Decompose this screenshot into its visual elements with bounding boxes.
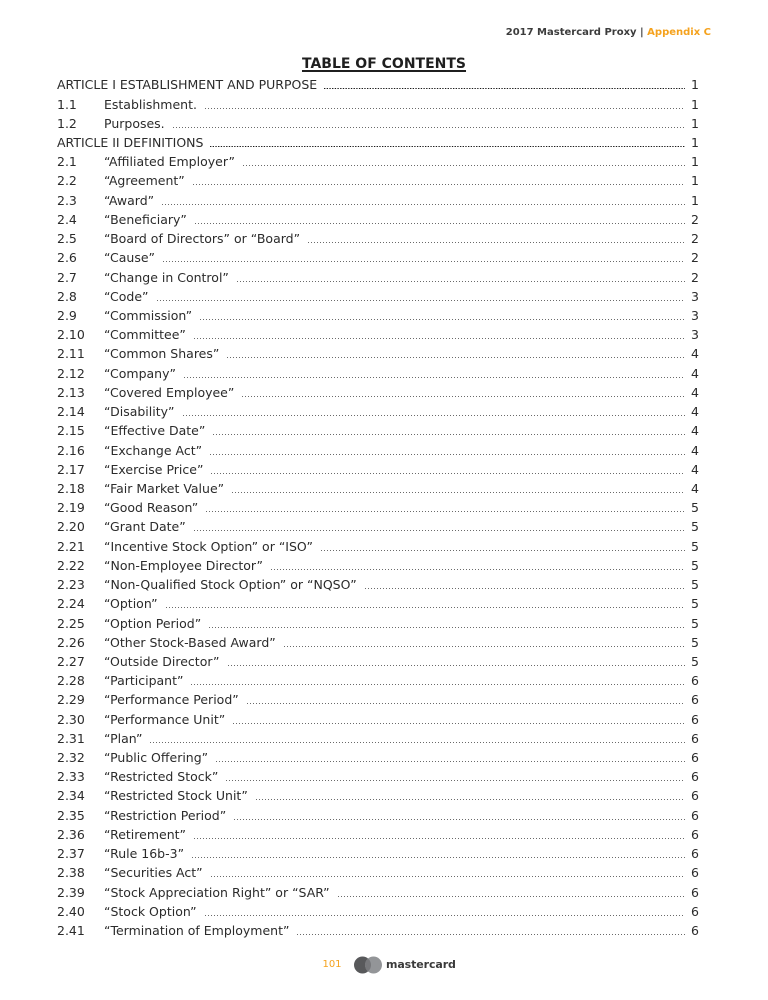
toc-article-row bbox=[57, 133, 699, 152]
toc-page-number: 5 bbox=[691, 519, 699, 535]
toc-dot-leader bbox=[324, 88, 685, 90]
toc-section-number: 2.30 bbox=[57, 711, 85, 727]
toc-dot-leader bbox=[163, 261, 685, 262]
toc-dot-leader bbox=[206, 511, 685, 512]
toc-section-number: 2.33 bbox=[57, 769, 85, 785]
toc-dot-leader bbox=[211, 876, 685, 877]
toc-section-row bbox=[57, 902, 699, 921]
toc-article-row bbox=[57, 75, 699, 94]
toc-dot-leader bbox=[184, 377, 685, 378]
toc-section-title: “Exercise Price” bbox=[104, 461, 204, 477]
toc-page-number: 1 bbox=[691, 77, 699, 93]
toc-section-number: 2.11 bbox=[57, 346, 85, 362]
toc-dot-leader bbox=[209, 627, 685, 628]
mastercard-logo-icon bbox=[353, 956, 383, 974]
toc-dot-leader bbox=[308, 242, 685, 243]
toc-section-title: “Performance Unit” bbox=[104, 711, 226, 727]
toc-section-number: 2.12 bbox=[57, 365, 85, 381]
toc-page-number: 5 bbox=[691, 634, 699, 650]
toc-page-number: 5 bbox=[691, 653, 699, 669]
toc-page-number: 6 bbox=[691, 846, 699, 862]
toc-dot-leader bbox=[297, 934, 685, 935]
toc-page-number: 6 bbox=[691, 884, 699, 900]
toc-section-title: “Common Shares” bbox=[104, 346, 220, 362]
toc-section-title: “Option” bbox=[104, 596, 158, 612]
toc-page-number: 5 bbox=[691, 538, 699, 554]
toc-section-number: 2.14 bbox=[57, 404, 85, 420]
toc-dot-leader bbox=[205, 915, 685, 916]
toc-section-title: “Non-Employee Director” bbox=[104, 557, 264, 573]
toc-page-number: 6 bbox=[691, 788, 699, 804]
toc-section-row bbox=[57, 556, 699, 575]
toc-page-number: 6 bbox=[691, 730, 699, 746]
toc-section-number: 2.1 bbox=[57, 154, 77, 170]
toc-section-number: 2.22 bbox=[57, 557, 85, 573]
toc-section-title: Establishment. bbox=[104, 96, 197, 112]
toc-section-title: “Code” bbox=[104, 288, 149, 304]
toc-section-title: “Change in Control” bbox=[104, 269, 229, 285]
toc-section-title: “Exchange Act” bbox=[104, 442, 203, 458]
toc-section-title: “Cause” bbox=[104, 250, 156, 266]
toc-section-title: “Participant” bbox=[104, 673, 184, 689]
toc-section-title: “Fair Market Value” bbox=[104, 480, 225, 496]
toc-section-row bbox=[57, 844, 699, 863]
toc-section-row bbox=[57, 364, 699, 383]
toc-section-title: “Termination of Employment” bbox=[104, 923, 290, 939]
toc-page-number: 5 bbox=[691, 615, 699, 631]
toc-section-title: “Restricted Stock” bbox=[104, 769, 219, 785]
toc-dot-leader bbox=[284, 646, 685, 647]
toc-section-number: 2.9 bbox=[57, 308, 77, 324]
toc-section-row bbox=[57, 191, 699, 210]
toc-section-row bbox=[57, 421, 699, 440]
toc-dot-leader bbox=[157, 300, 685, 301]
toc-section-row bbox=[57, 383, 699, 402]
toc-section-row bbox=[57, 671, 699, 690]
toc-dot-leader bbox=[210, 146, 685, 148]
toc-section-title: “Retirement” bbox=[104, 826, 187, 842]
toc-section-row bbox=[57, 748, 699, 767]
toc-section-row bbox=[57, 729, 699, 748]
toc-section-row bbox=[57, 710, 699, 729]
toc-section-row bbox=[57, 114, 699, 133]
toc-section-row bbox=[57, 248, 699, 267]
toc-page-number: 4 bbox=[691, 423, 699, 439]
toc-section-title: “Beneficiary” bbox=[104, 211, 187, 227]
toc-section-row bbox=[57, 863, 699, 882]
toc-section-row bbox=[57, 460, 699, 479]
toc-page-number: 5 bbox=[691, 596, 699, 612]
toc-section-row bbox=[57, 95, 699, 114]
toc-page-number: 1 bbox=[691, 173, 699, 189]
toc-page-number: 6 bbox=[691, 807, 699, 823]
toc-section-number: 2.7 bbox=[57, 269, 77, 285]
toc-dot-leader bbox=[338, 896, 685, 897]
toc-section-row bbox=[57, 806, 699, 825]
toc-page-number: 6 bbox=[691, 865, 699, 881]
toc-section-title: “Stock Appreciation Right” or “SAR” bbox=[104, 884, 330, 900]
toc-dot-leader bbox=[232, 492, 685, 493]
toc-section-number: 2.17 bbox=[57, 461, 85, 477]
toc-dot-leader bbox=[150, 742, 685, 743]
toc-section-title: “Board of Directors” or “Board” bbox=[104, 231, 301, 247]
toc-section-number: 2.37 bbox=[57, 846, 85, 862]
toc-section-number: 2.38 bbox=[57, 865, 85, 881]
toc-page-number: 6 bbox=[691, 826, 699, 842]
toc-section-title: “Other Stock-Based Award” bbox=[104, 634, 276, 650]
toc-section-row bbox=[57, 537, 699, 556]
toc-page-number: 3 bbox=[691, 308, 699, 324]
toc-dot-leader bbox=[233, 723, 685, 724]
toc-page-number: 6 bbox=[691, 769, 699, 785]
toc-dot-leader bbox=[195, 223, 685, 224]
toc-dot-leader bbox=[234, 819, 685, 820]
footer-page-number: 101 bbox=[322, 959, 342, 970]
toc-dot-leader bbox=[192, 857, 685, 858]
toc-section-title: “Committee” bbox=[104, 327, 186, 343]
toc-section-number: 1.2 bbox=[57, 115, 77, 131]
toc-section-title: “Grant Date” bbox=[104, 519, 186, 535]
toc-section-title: “Public Offering” bbox=[104, 750, 209, 766]
toc-page-number: 1 bbox=[691, 154, 699, 170]
header-separator: | bbox=[640, 27, 644, 38]
toc-section-title: “Covered Employee” bbox=[104, 384, 235, 400]
toc-section-row bbox=[57, 690, 699, 709]
toc-page-number: 6 bbox=[691, 673, 699, 689]
page-title bbox=[0, 55, 768, 73]
toc-page-number: 4 bbox=[691, 442, 699, 458]
toc-section-row bbox=[57, 402, 699, 421]
toc-section-row bbox=[57, 479, 699, 498]
toc-section-title: “Performance Period” bbox=[104, 692, 239, 708]
toc-section-number: 2.13 bbox=[57, 384, 85, 400]
toc-dot-leader bbox=[226, 780, 685, 781]
toc-page-number: 6 bbox=[691, 692, 699, 708]
toc-dot-leader bbox=[194, 838, 685, 839]
toc-page-number: 5 bbox=[691, 557, 699, 573]
toc-dot-leader bbox=[173, 127, 685, 128]
toc-article-title: ARTICLE II DEFINITIONS bbox=[57, 135, 204, 151]
toc-section-number: 2.15 bbox=[57, 423, 85, 439]
toc-page-number: 6 bbox=[691, 750, 699, 766]
toc-section-row bbox=[57, 344, 699, 363]
toc-section-title: “Securities Act” bbox=[104, 865, 203, 881]
toc-section-row bbox=[57, 306, 699, 325]
toc-section-title: “Restricted Stock Unit” bbox=[104, 788, 248, 804]
toc-page-number: 2 bbox=[691, 231, 699, 247]
toc-dot-leader bbox=[194, 530, 685, 531]
toc-section-row bbox=[57, 287, 699, 306]
toc-section-title: Purposes. bbox=[104, 115, 165, 131]
toc-section-row bbox=[57, 614, 699, 633]
header-document-title: 2017 Mastercard Proxy bbox=[505, 27, 637, 38]
toc-dot-leader bbox=[210, 454, 685, 455]
toc-section-title: “Stock Option” bbox=[104, 903, 197, 919]
toc-section-title: “Agreement” bbox=[104, 173, 185, 189]
toc-dot-leader bbox=[271, 569, 685, 570]
toc-page-number: 6 bbox=[691, 903, 699, 919]
toc-section-number: 2.36 bbox=[57, 826, 85, 842]
toc-section-row bbox=[57, 229, 699, 248]
toc-dot-leader bbox=[247, 703, 685, 704]
toc-page-number: 4 bbox=[691, 346, 699, 362]
footer-logo-wordmark: mastercard bbox=[386, 958, 456, 971]
toc-section-title: “Commission” bbox=[104, 308, 193, 324]
toc-section-number: 2.18 bbox=[57, 480, 85, 496]
toc-dot-leader bbox=[211, 473, 685, 474]
toc-section-number: 2.40 bbox=[57, 903, 85, 919]
toc-section-number: 2.28 bbox=[57, 673, 85, 689]
toc-dot-leader bbox=[228, 665, 686, 666]
toc-dot-leader bbox=[191, 684, 685, 685]
toc-page-number: 1 bbox=[691, 192, 699, 208]
toc-section-number: 2.27 bbox=[57, 653, 85, 669]
toc-section-number: 2.24 bbox=[57, 596, 85, 612]
toc-section-title: “Good Reason” bbox=[104, 500, 199, 516]
toc-page-number: 3 bbox=[691, 288, 699, 304]
toc-section-number: 2.26 bbox=[57, 634, 85, 650]
toc-page-number: 4 bbox=[691, 480, 699, 496]
toc-page-number: 2 bbox=[691, 250, 699, 266]
toc-section-number: 2.4 bbox=[57, 211, 77, 227]
toc-dot-leader bbox=[365, 588, 685, 589]
toc-section-row bbox=[57, 441, 699, 460]
toc-page-number: 1 bbox=[691, 135, 699, 151]
toc-page-number: 4 bbox=[691, 404, 699, 420]
toc-page-number: 3 bbox=[691, 327, 699, 343]
toc-dot-leader bbox=[183, 415, 686, 416]
toc-dot-leader bbox=[216, 761, 685, 762]
toc-section-title: “Affiliated Employer” bbox=[104, 154, 235, 170]
toc-section-title: “Option Period” bbox=[104, 615, 202, 631]
toc-section-number: 1.1 bbox=[57, 96, 77, 112]
toc-dot-leader bbox=[205, 108, 685, 109]
toc-page-number: 1 bbox=[691, 115, 699, 131]
toc-section-number: 2.39 bbox=[57, 884, 85, 900]
toc-section-row bbox=[57, 268, 699, 287]
toc-section-row bbox=[57, 883, 699, 902]
toc-section-title: “Incentive Stock Option” or “ISO” bbox=[104, 538, 314, 554]
toc-section-number: 2.21 bbox=[57, 538, 85, 554]
toc-section-row bbox=[57, 575, 699, 594]
header-section-label: Appendix C bbox=[647, 27, 711, 38]
toc-page-number: 1 bbox=[691, 96, 699, 112]
toc-dot-leader bbox=[242, 396, 685, 397]
toc-section-number: 2.32 bbox=[57, 750, 85, 766]
toc-page-number: 4 bbox=[691, 365, 699, 381]
toc-section-number: 2.35 bbox=[57, 807, 85, 823]
toc-dot-leader bbox=[213, 434, 685, 435]
toc-section-title: “Award” bbox=[104, 192, 155, 208]
toc-dot-leader bbox=[256, 799, 685, 800]
toc-section-row bbox=[57, 210, 699, 229]
toc-section-row bbox=[57, 152, 699, 171]
toc-section-number: 2.29 bbox=[57, 692, 85, 708]
toc-section-number: 2.6 bbox=[57, 250, 77, 266]
toc-dot-leader bbox=[321, 550, 685, 551]
toc-section-title: “Restriction Period” bbox=[104, 807, 227, 823]
toc-page-number: 6 bbox=[691, 923, 699, 939]
toc-page-number: 2 bbox=[691, 269, 699, 285]
toc-section-number: 2.2 bbox=[57, 173, 77, 189]
toc-section-title: “Outside Director” bbox=[104, 653, 220, 669]
toc-section-row bbox=[57, 825, 699, 844]
toc-section-title: “Effective Date” bbox=[104, 423, 206, 439]
toc-section-title: “Company” bbox=[104, 365, 176, 381]
toc-page-number: 2 bbox=[691, 211, 699, 227]
toc-section-number: 2.41 bbox=[57, 923, 85, 939]
toc-section-row bbox=[57, 171, 699, 190]
toc-section-row bbox=[57, 786, 699, 805]
toc-dot-leader bbox=[193, 184, 685, 185]
toc-section-number: 2.25 bbox=[57, 615, 85, 631]
toc-section-row bbox=[57, 921, 699, 940]
toc-section-number: 2.34 bbox=[57, 788, 85, 804]
toc-dot-leader bbox=[243, 165, 685, 166]
toc-section-number: 2.20 bbox=[57, 519, 85, 535]
toc-section-number: 2.3 bbox=[57, 192, 77, 208]
toc-section-row bbox=[57, 325, 699, 344]
toc-section-number: 2.5 bbox=[57, 231, 77, 247]
toc-section-number: 2.23 bbox=[57, 577, 85, 593]
toc-section-title: “Disability” bbox=[104, 404, 175, 420]
toc-section-number: 2.10 bbox=[57, 327, 85, 343]
toc-page-number: 4 bbox=[691, 461, 699, 477]
toc-section-title: “Non-Qualified Stock Option” or “NQSO” bbox=[104, 577, 357, 593]
toc-dot-leader bbox=[194, 338, 685, 339]
running-header bbox=[506, 26, 711, 40]
toc-page-number: 5 bbox=[691, 577, 699, 593]
toc-dot-leader bbox=[166, 607, 685, 608]
toc-section-row bbox=[57, 517, 699, 536]
toc-section-number: 2.31 bbox=[57, 730, 85, 746]
toc-section-title: “Rule 16b-3” bbox=[104, 846, 185, 862]
toc-section-number: 2.16 bbox=[57, 442, 85, 458]
toc-page-number: 6 bbox=[691, 711, 699, 727]
table-of-contents bbox=[57, 75, 699, 940]
toc-section-row bbox=[57, 498, 699, 517]
toc-section-number: 2.19 bbox=[57, 500, 85, 516]
page-title-text: TABLE OF CONTENTS bbox=[301, 56, 467, 72]
toc-page-number: 5 bbox=[691, 500, 699, 516]
toc-section-row bbox=[57, 652, 699, 671]
toc-page-number: 4 bbox=[691, 384, 699, 400]
toc-section-title: “Plan” bbox=[104, 730, 143, 746]
toc-section-number: 2.8 bbox=[57, 288, 77, 304]
toc-section-row bbox=[57, 594, 699, 613]
toc-dot-leader bbox=[200, 319, 685, 320]
toc-dot-leader bbox=[162, 204, 685, 205]
toc-section-row bbox=[57, 633, 699, 652]
toc-dot-leader bbox=[227, 357, 685, 358]
toc-section-row bbox=[57, 767, 699, 786]
toc-article-title: ARTICLE I ESTABLISHMENT AND PURPOSE bbox=[57, 77, 318, 93]
toc-dot-leader bbox=[237, 281, 685, 282]
